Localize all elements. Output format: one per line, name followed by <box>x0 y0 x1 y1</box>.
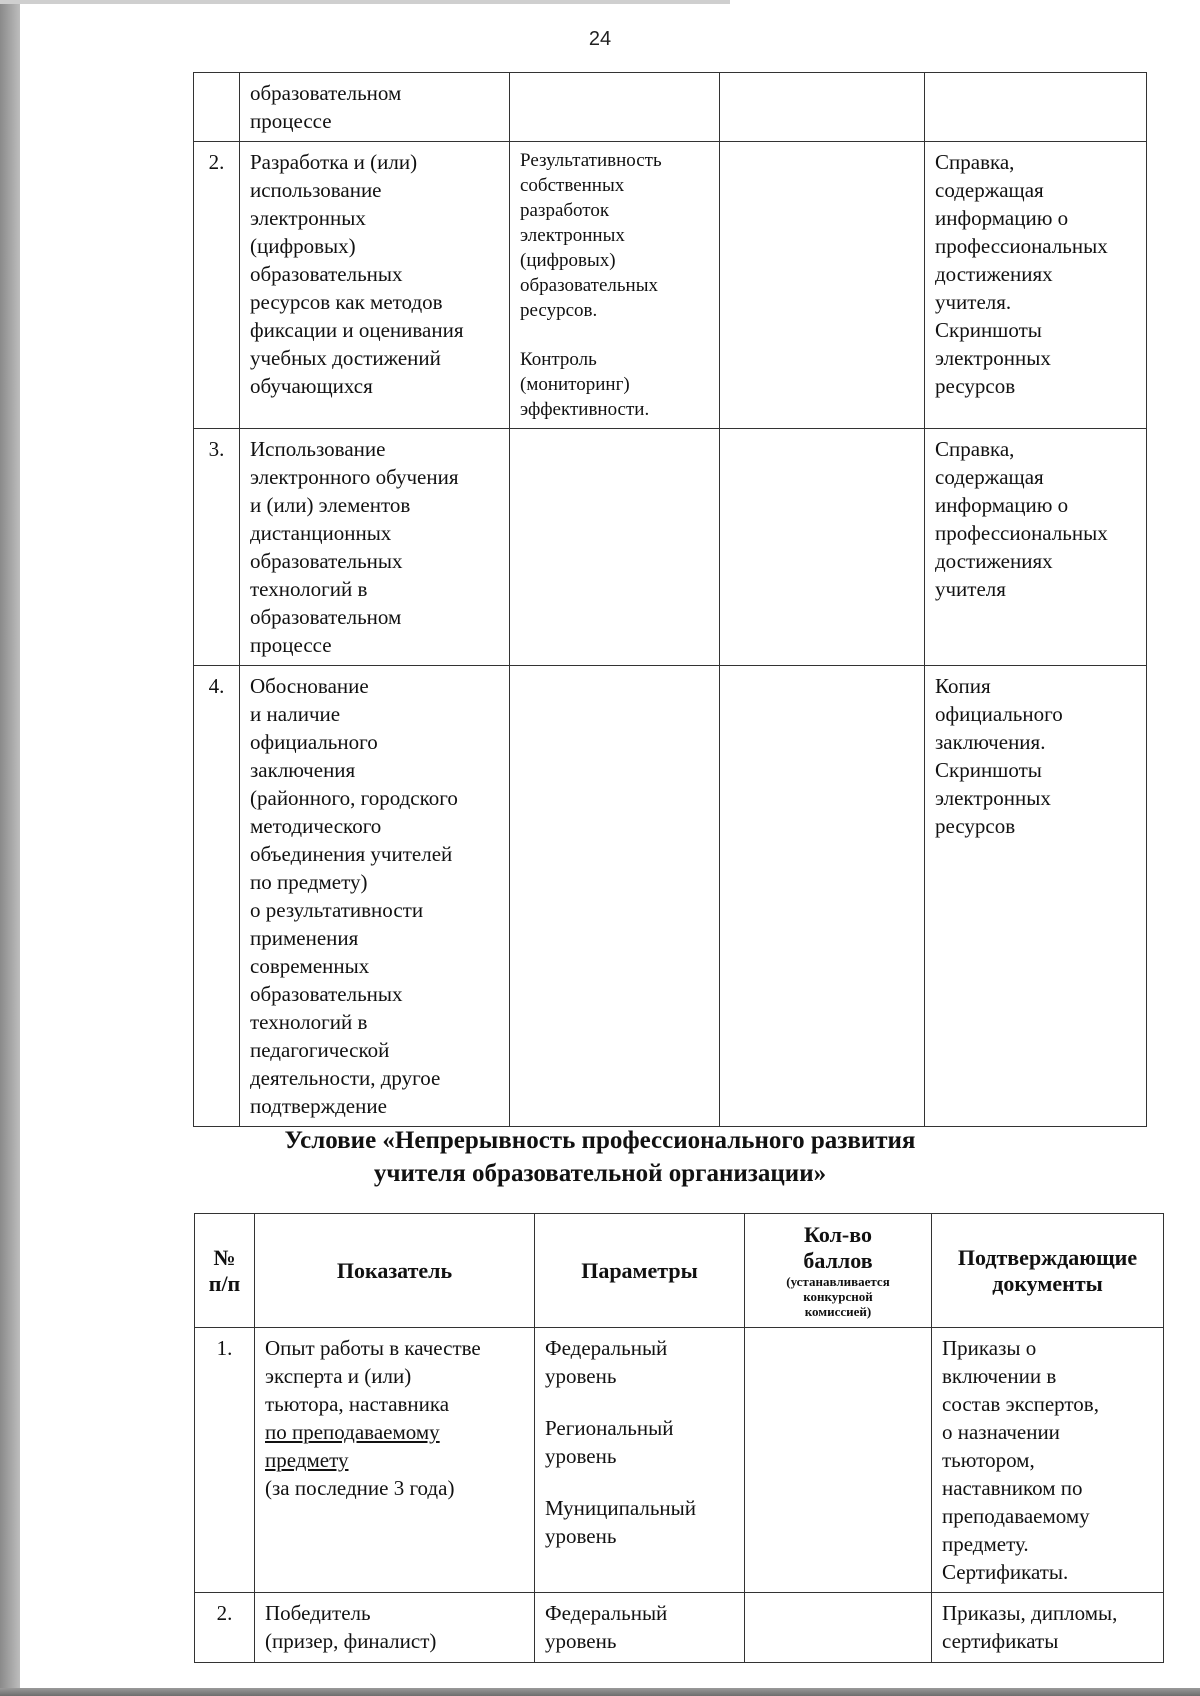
indicator-cell: Обоснование и наличие официального заключения (районного, городского методического объединения учителей по предмету) о результативности применения современных образовательных технологий в педагогической деятельности, другое подтверждение <box>240 666 510 1127</box>
table-row <box>194 666 1147 1127</box>
points-cell <box>720 429 925 666</box>
criteria-table <box>194 1213 1164 1663</box>
row-number: 4. <box>194 666 240 1127</box>
header-points: Кол-во баллов (устанавливается конкурсной комиссией) <box>745 1214 932 1328</box>
params-cell <box>510 429 720 666</box>
table-row <box>194 142 1147 429</box>
indicator-cell: Победитель (призер, финалист) <box>255 1593 535 1663</box>
scan-shadow-bottom <box>0 1688 1200 1696</box>
condition-heading: Условие «Непрерывность профессионального развития учителя образовательной организации» <box>284 1127 916 1187</box>
row-number: 1. <box>195 1328 255 1593</box>
scan-shadow-left <box>0 0 20 1696</box>
row-number <box>194 73 240 142</box>
points-cell <box>720 73 925 142</box>
params-cell: Федеральный уровень <box>535 1593 745 1663</box>
indicator-cell: Использование электронного обучения и (или) элементов дистанционных образовательных технологий в образовательном процессе <box>240 429 510 666</box>
params-cell: Федеральный уровень Региональный уровень Муниципальный уровень <box>535 1328 745 1593</box>
header-number: № п/п <box>195 1214 255 1328</box>
params-cell <box>510 666 720 1127</box>
page-number: 24 <box>588 28 612 50</box>
table-row <box>195 1593 1164 1663</box>
row-number: 3. <box>194 429 240 666</box>
docs-cell: Приказы, дипломы, сертификаты <box>932 1593 1164 1663</box>
docs-cell: Справка, содержащая информацию о профессиональных достижениях учителя <box>925 429 1147 666</box>
indicator-cell: образовательном процессе <box>240 73 510 142</box>
docs-cell: Справка, содержащая информацию о профессиональных достижениях учителя. Скриншоты электронных ресурсов <box>925 142 1147 429</box>
docs-cell: Приказы о включении в состав экспертов, о назначении тьютором, наставником по преподаваемому предмету. Сертификаты. <box>932 1328 1164 1593</box>
docs-cell: Копия официального заключения. Скриншоты электронных ресурсов <box>925 666 1147 1127</box>
scan-shadow-top <box>0 0 730 4</box>
row-number: 2. <box>195 1593 255 1663</box>
points-cell <box>745 1593 932 1663</box>
table-row <box>195 1328 1164 1593</box>
criteria-table-continued <box>193 72 1147 1127</box>
table-header-row <box>195 1214 1164 1328</box>
indicator-cell: Опыт работы в качестве эксперта и (или) тьютора, наставника по преподаваемому предмету (за последние 3 года) <box>255 1328 535 1593</box>
header-params: Параметры <box>535 1214 745 1328</box>
params-cell <box>510 73 720 142</box>
docs-cell <box>925 73 1147 142</box>
header-indicator: Показатель <box>255 1214 535 1328</box>
indicator-cell: Разработка и (или) использование электронных (цифровых) образовательных ресурсов как методов фиксации и оценивания учебных достижений обучающихся <box>240 142 510 429</box>
points-cell <box>745 1328 932 1593</box>
points-cell <box>720 666 925 1127</box>
params-cell: Результативность собственных разработок электронных (цифровых) образовательных ресурсов. Контроль (мониторинг) эффективности. <box>510 142 720 429</box>
points-cell <box>720 142 925 429</box>
header-docs: Подтверждающие документы <box>932 1214 1164 1328</box>
table-row <box>194 429 1147 666</box>
table-row <box>194 73 1147 142</box>
row-number: 2. <box>194 142 240 429</box>
